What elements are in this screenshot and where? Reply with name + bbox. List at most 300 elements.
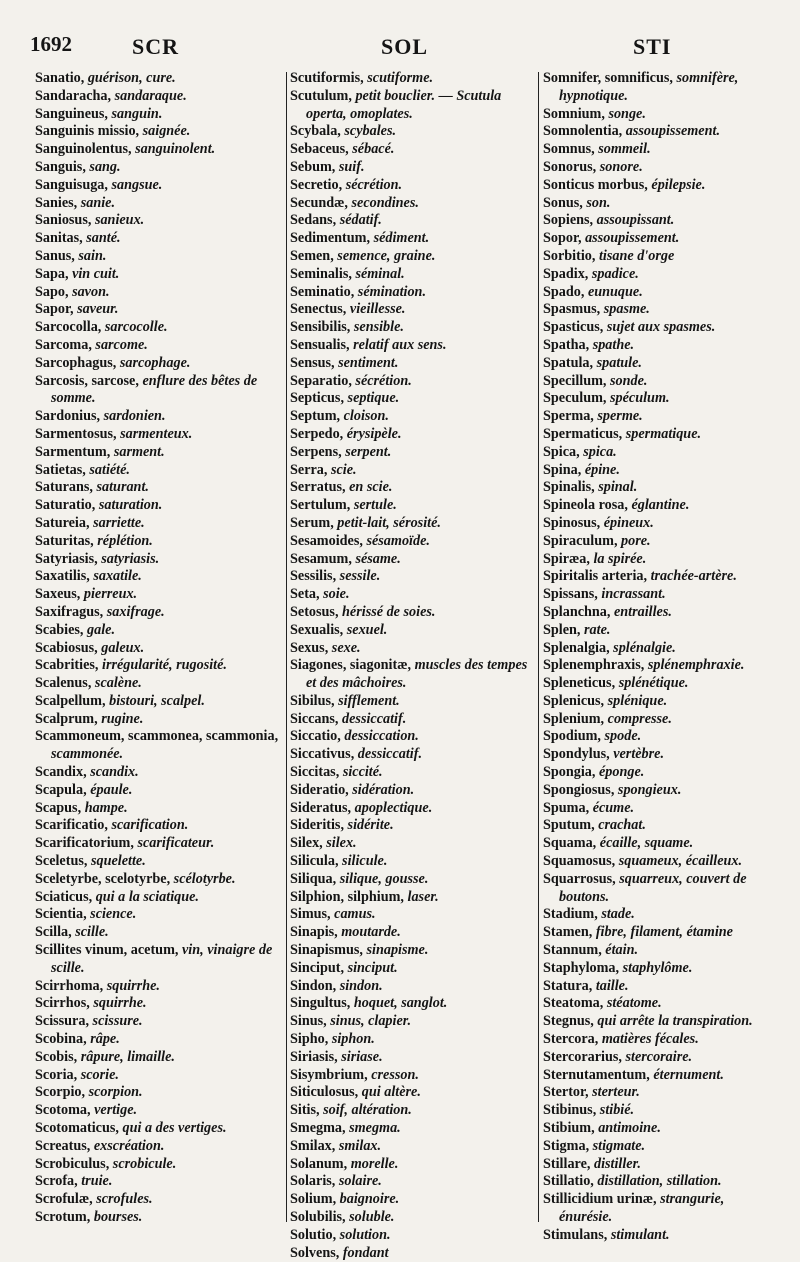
dictionary-entry [290,853,534,871]
dictionary-entry [35,604,281,622]
entry-headword: Stertor, [543,1084,589,1101]
entry-translation: cresson. [371,1066,419,1083]
dictionary-entry [290,1084,534,1102]
entry-headword: Scorpio, [35,1084,86,1101]
column-divider [286,72,287,1222]
entry-headword: Sarcophagus, [35,354,117,371]
entry-headword: Saxeus, [35,586,81,603]
entry-headword: Septum, [290,408,341,425]
entry-headword: Specillum, [543,372,607,389]
entry-headword: Saxatilis, [35,568,90,585]
entry-translation: squelette. [90,853,146,870]
entry-translation: squameux, écailleux. [618,853,743,870]
dictionary-entry [543,248,781,266]
entry-translation: compresse. [607,710,672,727]
dictionary-entry [290,1191,534,1209]
entry-headword: Scybala, [290,123,341,140]
entry-translation: scalène. [94,675,142,692]
dictionary-entry [543,212,781,230]
dictionary-entry [290,195,534,213]
dictionary-entry [35,195,281,213]
entry-translation: réplétion. [97,532,153,549]
dictionary-entry [35,230,281,248]
entry-headword: Silicula, [290,853,339,870]
dictionary-entry [543,693,781,711]
entry-translation: épilepsie. [651,176,706,193]
entry-translation: staphylôme. [622,959,693,976]
dictionary-entry [543,800,781,818]
entry-translation: tisane d'orge [598,247,675,264]
entry-headword: Spasmus, [543,301,601,318]
dictionary-entry [290,426,534,444]
entry-translation: qui arrête la transpiration. [597,1013,753,1030]
entry-headword: Serpens, [290,443,342,460]
entry-translation: scrobicule. [112,1155,177,1172]
entry-headword: Sopiens, [543,212,594,229]
entry-translation: guérison, cure. [87,70,176,86]
dictionary-entry [290,960,534,978]
entry-translation: scrofules. [96,1191,153,1208]
entry-headword: Septicus, [290,390,344,407]
entry-translation: apoplectique. [354,799,433,816]
dictionary-entry [290,284,534,302]
dictionary-entry [543,906,781,924]
entry-translation: petit bouclier. — Scutula operta, omoplates. [306,87,502,122]
entry-headword: Sinapismus, [290,942,363,959]
dictionary-entry [290,515,534,533]
entry-translation: sonde. [610,372,648,389]
entry-headword: Solvens, [290,1244,340,1261]
entry-translation: muscles des tempes et des mâchoires. [306,657,528,692]
entry-headword: Stigma, [543,1137,590,1154]
dictionary-entry [543,337,781,355]
entry-headword: Scalprum, [35,710,98,727]
dictionary-entry [290,301,534,319]
dictionary-entry [290,1120,534,1138]
entry-translation: soie. [323,586,350,603]
entry-translation: sangsue. [111,176,163,193]
dictionary-entry [290,1209,534,1227]
dictionary-entry [543,230,781,248]
entry-headword: Splenicus, [543,692,605,709]
entry-headword: Sensualis, [290,336,350,353]
dictionary-entry [290,390,534,408]
dictionary-entry [543,426,781,444]
dictionary-entry [543,497,781,515]
dictionary-entry [543,711,781,729]
entry-translation: secondines. [351,194,419,211]
entry-translation: sain. [78,247,107,264]
entry-column-center [290,70,534,1262]
entry-headword: Splenalgia, [543,639,610,656]
dictionary-entry [290,942,534,960]
entry-headword: Scammoneum, scammonea, scammonia, [35,728,279,745]
entry-headword: Splanchna, [543,603,611,620]
entry-translation: saturant. [96,479,149,496]
entry-headword: Serra, [290,461,328,478]
entry-translation: irrégularité, rugosité. [102,657,227,674]
entry-headword: Sapor, [35,301,74,318]
dictionary-entry [290,871,534,889]
dictionary-entry [290,693,534,711]
entry-translation: spinal. [598,479,638,496]
entry-headword: Spongia, [543,764,596,781]
dictionary-entry [35,462,281,480]
dictionary-entry [35,266,281,284]
entry-headword: Sarcosis, sarcose, [35,372,139,389]
entry-translation: sémination. [357,283,426,300]
entry-headword: Sanguinis missio, [35,123,140,140]
entry-headword: Stegnus, [543,1013,594,1030]
dictionary-entry [35,568,281,586]
dictionary-entry [35,88,281,106]
dictionary-entry [35,1102,281,1120]
entry-headword: Scirrhoma, [35,977,104,994]
entry-translation: sésamoïde. [366,532,430,549]
entry-translation: strangurie, énurésie. [559,1191,725,1225]
entry-headword: Siagones, siagonitæ, [290,657,412,674]
entry-headword: Senectus, [290,301,347,318]
entry-translation: baignoire. [339,1191,400,1208]
entry-headword: Scabrities, [35,657,99,674]
dictionary-entry [290,1049,534,1067]
entry-translation: spongieux. [617,781,682,798]
dictionary-entry [290,212,534,230]
entry-headword: Splenium, [543,710,605,727]
entry-translation: sang. [89,158,121,175]
entry-headword: Semen, [290,247,334,264]
entry-headword: Sardonius, [35,408,101,425]
dictionary-entry [543,159,781,177]
entry-translation: vin cuit. [72,265,120,282]
entry-headword: Sopor, [543,230,582,247]
dictionary-entry [290,906,534,924]
entry-translation: distillation, stillation. [597,1173,722,1190]
dictionary-entry [290,657,534,693]
entry-translation: siphon. [331,1031,375,1048]
entry-translation: spadice. [591,265,639,282]
entry-headword: Sexualis, [290,621,344,638]
dictionary-entry [543,390,781,408]
dictionary-entry [543,764,781,782]
entry-translation: sécrétion. [345,176,403,193]
entry-translation: scorie. [80,1066,119,1083]
entry-translation: serpent. [345,443,392,460]
dictionary-entry [290,1102,534,1120]
entry-translation: sésame. [355,550,401,567]
dictionary-entry [35,835,281,853]
entry-headword: Scutiformis, [290,70,364,86]
entry-headword: Stillare, [543,1155,591,1172]
entry-translation: sarcocolle. [104,319,168,336]
entry-translation: pierreux. [83,586,138,603]
entry-headword: Siticulosus, [290,1084,359,1101]
dictionary-entry [35,924,281,942]
entry-headword: Silex, [290,835,323,852]
entry-headword: Scarificatorium, [35,835,134,852]
dictionary-entry [543,301,781,319]
entry-headword: Sideratio, [290,781,349,798]
dictionary-entry [35,123,281,141]
entry-headword: Serum, [290,514,334,531]
dictionary-entry [543,782,781,800]
dictionary-entry [290,1013,534,1031]
entry-translation: stéatome. [606,995,662,1012]
entry-translation: spica. [583,443,617,460]
entry-translation: stigmate. [592,1137,646,1154]
entry-translation: galeux. [101,639,145,656]
entry-headword: Solanum, [290,1155,348,1172]
entry-translation: spatule. [596,354,642,371]
entry-headword: Somnolentia, [543,123,623,140]
dictionary-entry [543,1031,781,1049]
entry-headword: Stercorarius, [543,1048,622,1065]
entry-headword: Sanatio, [35,70,85,86]
entry-translation: truie. [81,1173,113,1190]
entry-translation: écaille, squame. [599,835,694,852]
entry-headword: Stercora, [543,1031,599,1048]
page-number: 1692 [30,32,72,56]
dictionary-entry [543,284,781,302]
entry-headword: Sarmentum, [35,443,111,460]
entry-translation: distiller. [593,1155,641,1172]
entry-translation: matières fécales. [601,1031,699,1048]
dictionary-entry [543,1013,781,1031]
entry-translation: splénique. [607,692,668,709]
dictionary-entry [35,889,281,907]
entry-translation: écume. [592,799,635,816]
entry-headword: Spermaticus, [543,425,623,442]
entry-translation: sentiment. [338,354,399,371]
entry-translation: songe. [608,105,646,122]
dictionary-entry [543,728,781,746]
dictionary-entry [35,373,281,409]
dictionary-entry [35,212,281,230]
entry-translation: vieillesse. [349,301,406,318]
dictionary-entry [543,942,781,960]
entry-headword: Sisymbrium, [290,1066,368,1083]
entry-headword: Somnus, [543,141,595,158]
entry-translation: dessiccation. [344,728,419,745]
entry-headword: Smilax, [290,1137,336,1154]
entry-translation: sanie. [80,194,116,211]
dictionary-entry [35,1191,281,1209]
entry-headword: Sceletus, [35,853,88,870]
entry-translation: taille. [595,977,629,994]
entry-translation: sinus, clapier. [330,1013,412,1030]
dictionary-entry [543,853,781,871]
dictionary-entry [543,1156,781,1174]
dictionary-entry [543,551,781,569]
entry-headword: Scapus, [35,799,82,816]
entry-headword: Spodium, [543,728,601,745]
dictionary-entry [543,657,781,675]
entry-headword: Sinciput, [290,959,345,976]
entry-translation: sidérite. [347,817,394,834]
entry-translation: vertèbre. [613,746,665,763]
entry-translation: sanguin. [111,105,163,122]
dictionary-entry [35,515,281,533]
dictionary-entry [290,230,534,248]
entry-translation: spermatique. [625,425,702,442]
entry-headword: Sanies, [35,194,78,211]
entry-headword: Stannum, [543,942,602,959]
dictionary-entry [543,1227,781,1245]
dictionary-entry [35,1084,281,1102]
entry-translation: morelle. [350,1155,399,1172]
entry-headword: Stillicidium urinæ, [543,1191,657,1208]
entry-headword: Siriasis, [290,1048,338,1065]
entry-headword: Sanus, [35,247,75,264]
entry-translation: pore. [621,532,651,549]
guide-word-right: STI [633,34,672,59]
entry-headword: Sorbitio, [543,247,596,264]
entry-translation: sommeil. [598,141,651,158]
dictionary-entry [35,177,281,195]
entry-headword: Sesamoides, [290,532,363,549]
entry-headword: Scoria, [35,1066,78,1083]
entry-translation: sarment. [113,443,165,460]
entry-headword: Scrobiculus, [35,1155,110,1172]
dictionary-entry [543,995,781,1013]
entry-headword: Separatio, [290,372,352,389]
dictionary-entry [290,764,534,782]
entry-headword: Sapo, [35,283,69,300]
dictionary-entry [35,301,281,319]
dictionary-entry [290,462,534,480]
entry-headword: Scutulum, [290,87,352,104]
dictionary-entry [35,640,281,658]
dictionary-entry [290,889,534,907]
entry-headword: Stibinus, [543,1102,597,1119]
entry-translation: séminal. [355,265,405,282]
dictionary-entry [543,835,781,853]
dictionary-entry [35,479,281,497]
entry-headword: Siccans, [290,710,339,727]
entry-translation: épineux. [603,514,654,531]
entry-translation: sarriette. [93,514,145,531]
entry-translation: sandaraque. [114,87,187,104]
entry-headword: Spatha, [543,336,590,353]
entry-headword: Spadix, [543,265,589,282]
entry-headword: Spiritalis arteria, [543,568,648,585]
entry-translation: râpe. [90,1031,120,1048]
dictionary-entry [35,1013,281,1031]
entry-translation: fibre, filament, étamine [595,924,733,941]
entry-column-left [35,70,281,1227]
dictionary-entry [290,995,534,1013]
entry-translation: qui a la sciatique. [95,888,199,905]
entry-translation: spasme. [603,301,650,318]
entry-headword: Sceletyrbe, scelotyrbe, [35,870,171,887]
page-header [0,30,800,70]
entry-headword: Statura, [543,977,593,994]
entry-headword: Sputum, [543,817,595,834]
entry-translation: vin, vinaigre de scille. [51,942,273,976]
entry-headword: Sandaracha, [35,87,112,104]
entry-headword: Scobis, [35,1048,78,1065]
dictionary-entry [543,408,781,426]
entry-headword: Splen, [543,621,581,638]
entry-translation: épaule. [90,781,133,798]
dictionary-entry [35,1156,281,1174]
dictionary-entry [290,444,534,462]
entry-headword: Somnifer, somnificus, [543,70,673,86]
entry-headword: Stadium, [543,906,598,923]
entry-headword: Scalpellum, [35,692,106,709]
dictionary-entry [290,711,534,729]
entry-translation: squirrhe. [106,977,160,994]
entry-headword: Sexus, [290,639,329,656]
entry-translation: spathe. [592,336,635,353]
entry-headword: Scabies, [35,621,84,638]
entry-translation: petit-lait, sérosité. [337,514,441,531]
entry-translation: saxatile. [93,568,142,585]
entry-translation: sifflement. [338,692,400,709]
dictionary-entry [35,248,281,266]
entry-translation: dessiccatif. [342,710,407,727]
entry-headword: Saturitas, [35,532,94,549]
dictionary-entry [290,1138,534,1156]
entry-headword: Seta, [290,586,320,603]
dictionary-entry [543,1138,781,1156]
dictionary-entry [35,622,281,640]
entry-translation: stercoraire. [625,1048,693,1065]
entry-headword: Scrofulæ, [35,1191,93,1208]
dictionary-entry [290,177,534,195]
entry-translation: sujet aux spasmes. [606,319,716,336]
dictionary-entry [543,462,781,480]
entry-headword: Siliqua, [290,870,337,887]
dictionary-entry [543,266,781,284]
dictionary-entry [290,1156,534,1174]
dictionary-entry [543,444,781,462]
entry-headword: Scobina, [35,1031,87,1048]
entry-translation: fondant [342,1244,389,1261]
entry-headword: Satietas, [35,461,86,478]
entry-headword: Solium, [290,1191,337,1208]
entry-headword: Satureia, [35,514,90,531]
entry-headword: Spondylus, [543,746,610,763]
entry-headword: Setosus, [290,603,339,620]
entry-headword: Scabiosus, [35,639,98,656]
dictionary-entry [543,319,781,337]
entry-translation: soluble. [349,1209,395,1225]
entry-translation: rugine. [101,710,144,727]
entry-headword: Sessilis, [290,568,337,585]
entry-translation: sessile. [339,568,381,585]
entry-headword: Sertulum, [290,497,351,514]
entry-translation: camus. [334,906,376,923]
entry-translation: saveur. [77,301,119,318]
dictionary-entry [35,995,281,1013]
entry-headword: Serpedo, [290,425,344,442]
dictionary-entry [35,1209,281,1227]
entry-headword: Spatula, [543,354,594,371]
dictionary-entry [290,373,534,391]
entry-translation: semence, graine. [337,247,436,264]
dictionary-entry [290,551,534,569]
dictionary-entry [290,978,534,996]
entry-translation: scie. [330,461,357,478]
entry-translation: scissure. [92,1013,143,1030]
entry-headword: Sanitas, [35,230,83,247]
entry-translation: sonore. [599,158,643,175]
dictionary-entry [290,1067,534,1085]
entry-headword: Sarcoma, [35,336,92,353]
entry-headword: Sarcocolla, [35,319,102,336]
entry-translation: solaire. [338,1173,382,1190]
